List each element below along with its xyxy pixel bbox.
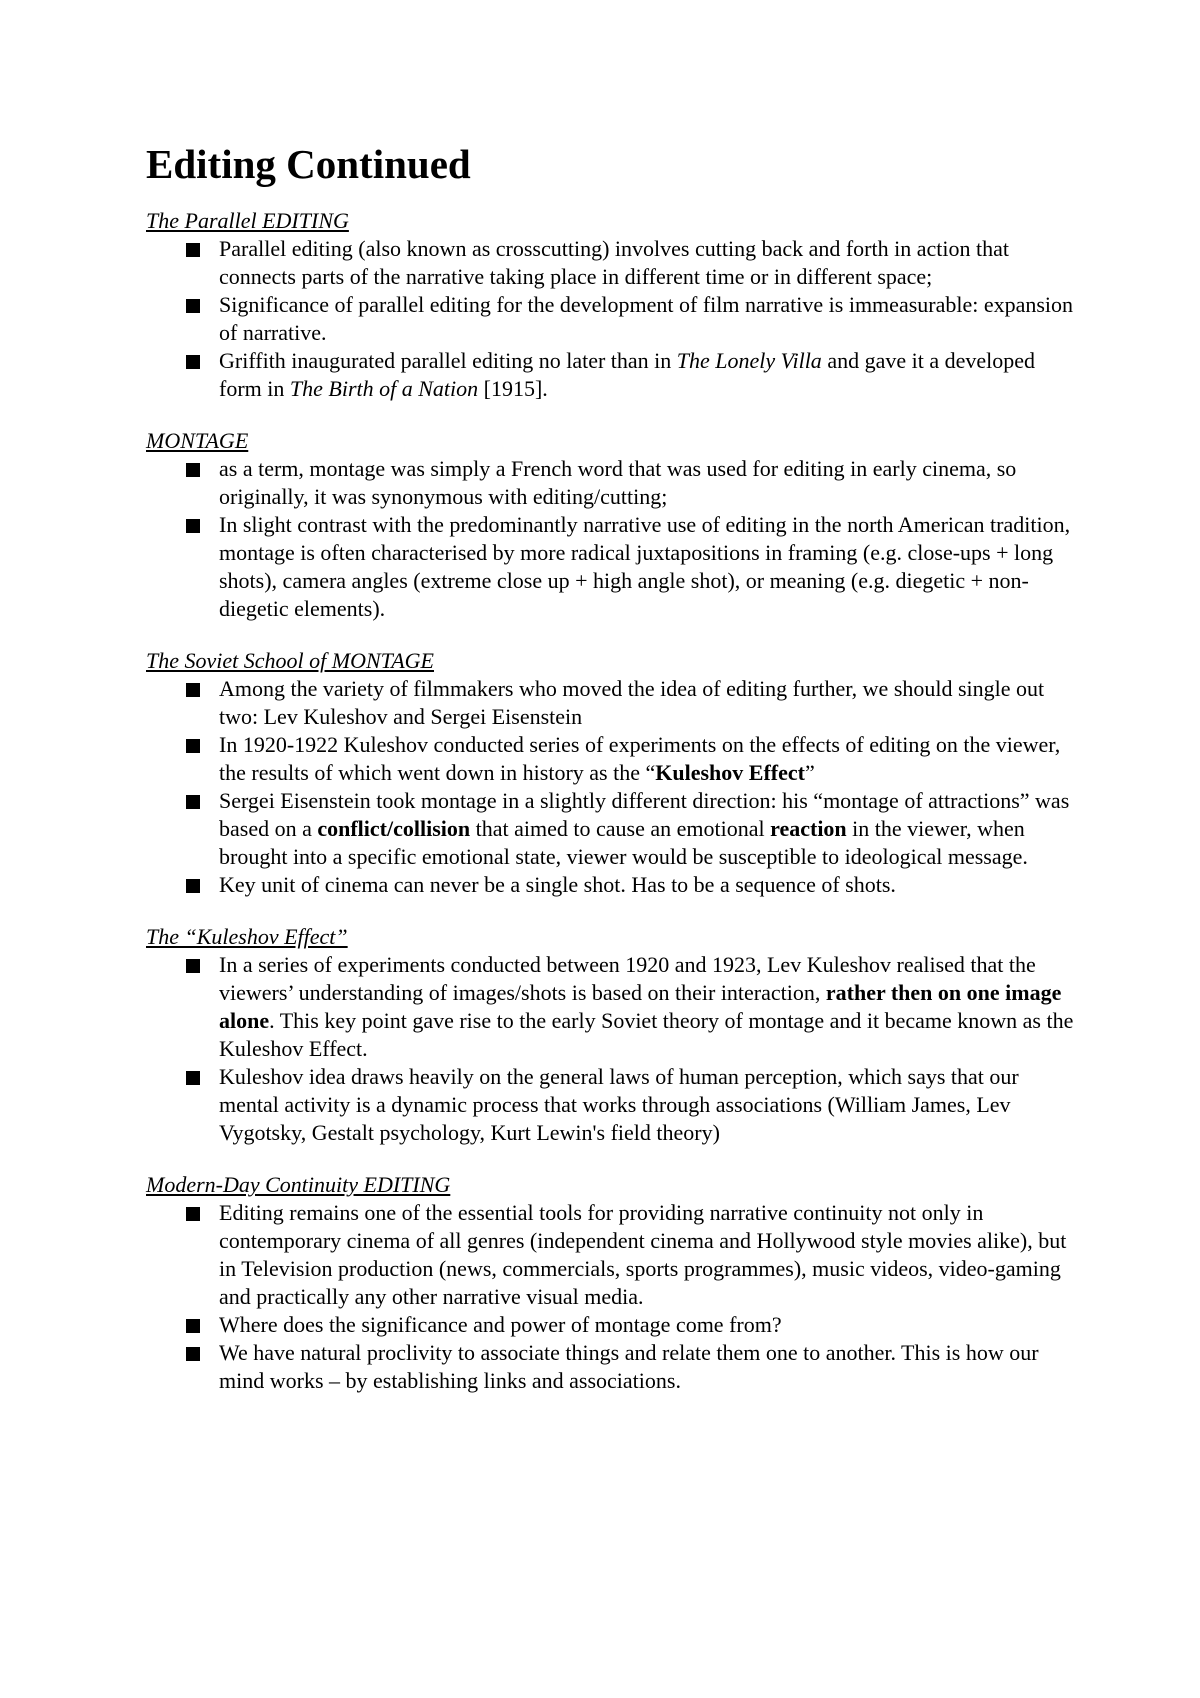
bullet-list <box>146 455 1076 623</box>
section <box>146 1171 1076 1395</box>
italic-text: The Lonely Villa <box>676 348 822 374</box>
text-run: In 1920-1922 Kuleshov conducted series of experiments on the effects of editing on the viewer, the results of which went down in history as the “ <box>219 732 1061 786</box>
bullet-item <box>146 951 1076 1063</box>
section-heading: Modern-Day Continuity EDITING <box>146 1172 451 1198</box>
bullet-item <box>146 455 1076 511</box>
bullet-list <box>146 235 1076 403</box>
text-run: that aimed to cause an emotional <box>470 816 771 842</box>
bullet-list <box>146 951 1076 1147</box>
section-heading: The Soviet School of MONTAGE <box>146 648 434 674</box>
text-run: as a term, montage was simply a French word that was used for editing in early cinema, so originally, it was synonymous with editing/cutting; <box>219 456 1017 510</box>
bullet-item <box>146 347 1076 403</box>
text-run: Where does the significance and power of montage come from? <box>219 1312 782 1338</box>
text-run: Key unit of cinema can never be a single shot. Has to be a sequence of shots. <box>219 872 896 898</box>
bullet-item <box>146 511 1076 623</box>
text-run: Editing remains one of the essential tools for providing narrative continuity not only in contemporary cinema of all genres (independent cinema and Hollywood style movies alike), but in Television production (news, commercials, sports programmes), music videos, video-gaming and practically any other narrative visual media. <box>219 1200 1067 1310</box>
text-run: . This key point gave rise to the early Soviet theory of montage and it became known as the Kuleshov Effect. <box>219 1008 1074 1062</box>
bullet-item <box>146 291 1076 347</box>
bullet-item <box>146 1339 1076 1395</box>
text-run: Among the variety of filmmakers who moved the idea of editing further, we should single out two: Lev Kuleshov and Sergei Eisenstein <box>219 676 1045 730</box>
bullet-item <box>146 1311 1076 1339</box>
text-run: Significance of parallel editing for the development of film narrative is immeasurable: expansion of narrative. <box>219 292 1074 346</box>
text-run: [1915]. <box>478 376 548 402</box>
section <box>146 923 1076 1147</box>
text-run: In a series of experiments conducted between 1920 and 1923, Lev Kuleshov realised that the viewers’ understanding of images/shots is based on their interaction, <box>219 952 1036 1006</box>
text-run: ” <box>804 760 815 786</box>
document-page <box>146 140 1076 1419</box>
section <box>146 427 1076 623</box>
bold-text: rather then on one image alone <box>219 980 1062 1034</box>
text-run: and gave it a developed form in <box>219 348 1036 402</box>
bold-text: Kuleshov Effect <box>655 760 805 786</box>
text-run: Sergei Eisenstein took montage in a slightly different direction: his “montage of attractions” was based on a <box>219 788 1070 842</box>
text-run: in the viewer, when brought into a specific emotional state, viewer would be susceptible to ideological message. <box>219 816 1028 870</box>
bullet-item <box>146 235 1076 291</box>
bullet-item <box>146 787 1076 871</box>
bold-text: conflict/collision <box>317 816 471 842</box>
bullet-list <box>146 675 1076 899</box>
sections-container <box>146 207 1076 1395</box>
section-heading: The Parallel EDITING <box>146 208 349 234</box>
section <box>146 207 1076 403</box>
bullet-item <box>146 1199 1076 1311</box>
italic-text: The Birth of a Nation <box>289 376 479 402</box>
bullet-item <box>146 675 1076 731</box>
text-run: Kuleshov idea draws heavily on the general laws of human perception, which says that our mental activity is a dynamic process that works through associations (William James, Lev Vygotsky, Gestalt psychology, Kurt Lewin's field theory) <box>219 1064 1019 1146</box>
text-run: We have natural proclivity to associate things and relate them one to another. This is how our mind works – by establishing links and associations. <box>219 1340 1039 1394</box>
text-run: Griffith inaugurated parallel editing no later than in <box>219 348 677 374</box>
bullet-item <box>146 1063 1076 1147</box>
bullet-item <box>146 731 1076 787</box>
text-run: Parallel editing (also known as crosscutting) involves cutting back and forth in action that connects parts of the narrative taking place in different time or in different space; <box>219 236 1009 290</box>
section-heading: MONTAGE <box>146 428 249 454</box>
bullet-item <box>146 871 1076 899</box>
section-heading: The “Kuleshov Effect” <box>146 924 348 950</box>
page-title: Editing Continued <box>146 141 471 187</box>
bullet-list <box>146 1199 1076 1395</box>
text-run: In slight contrast with the predominantly narrative use of editing in the north American tradition, montage is often characterised by more radical juxtapositions in framing (e.g. close-ups + long shots), camera angles (extreme close up + high angle shot), or meaning (e.g. diegetic + non-diegetic elements). <box>219 512 1071 622</box>
section <box>146 647 1076 899</box>
bold-text: reaction <box>770 816 847 842</box>
